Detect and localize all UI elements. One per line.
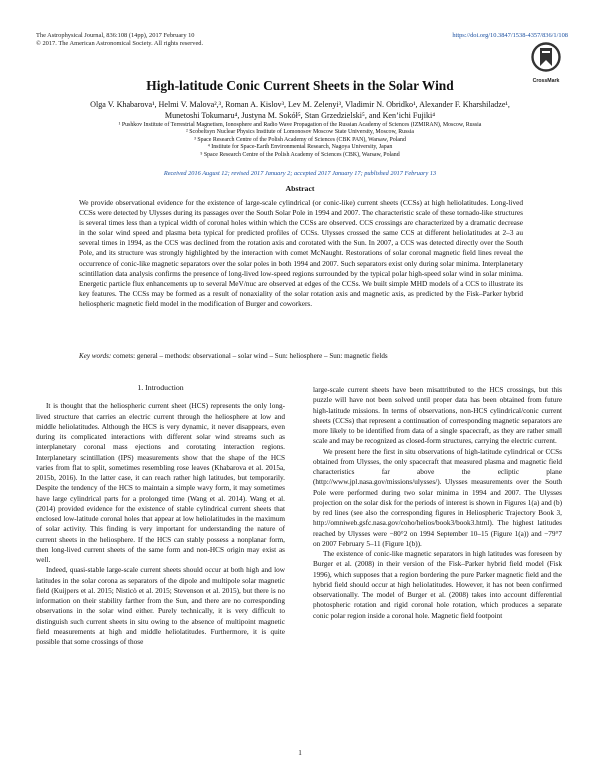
affiliation-3: ³ Space Research Centre of the Polish Academy of Sciences (CBK PAN), Warsaw, Poland — [194, 136, 406, 143]
copyright-line: © 2017. The American Astronomical Society. All rights reserved. — [36, 40, 204, 48]
affiliation-4: ⁴ Institute for Space-Earth Environmental Research, Nagoya University, Japan — [207, 144, 393, 151]
right-paragraph-3: The existence of conic-like magnetic separators in high latitudes was foreseen by Burger et al. (2008) in their version of the Fisk–Parker hybrid field model (Fisk 1996), which supposes that a region bordering the pure Parker magnetic field and the hybrid field should occur at high heliolatitudes. However, it has not been confirmed observationally. The model of Burger et al. (2008) takes into account differential photospheric rotation and rigid coronal hole rotation, which produces a separate conic polar region inside a coronal hole. Magnetic field footpoint — [313, 550, 562, 620]
affiliation-2: ² Scobeltsyn Nuclear Physics Institute of Lomonosov Moscow State University, Moscow, Russia — [186, 129, 414, 136]
crossmark-label: CrossMark — [532, 78, 560, 84]
left-column — [36, 378, 285, 647]
keywords-list: comets: general – methods: observational – solar wind – Sun: heliosphere – Sun: magnetic fields — [113, 352, 388, 360]
abstract-heading: Abstract — [285, 184, 315, 193]
received-dates: Received 2016 August 12; revised 2017 January 2; accepted 2017 January 17; published 2017 February 13 — [163, 170, 437, 177]
keywords — [79, 352, 523, 360]
doi-link[interactable]: https://doi.org/10.3847/1538-4357/836/1/108 — [452, 32, 568, 39]
running-header — [36, 32, 203, 49]
keywords-label: Key words: — [79, 352, 112, 360]
introduction-heading: 1. Introduction — [137, 383, 184, 392]
affiliations — [40, 122, 560, 159]
authors-line-1: Olga V. Khabarova¹, Helmi V. Malova²,³, Roman A. Kislov³, Lev M. Zelenyi³, Vladimir N. Obridko¹, Alexander F. Kharshiladze¹, — [90, 100, 510, 109]
crossmark-icon — [531, 42, 561, 72]
right-paragraph-2: We present here the first in situ observations of high-latitude cylindrical or CCSs obtained from Ulysses, the only spacecraft that measured plasma and magnetic field characteristics far above the ecliptic plane (http://www.jpl.nasa.gov/missions/ulysses/). Ulysses measurements over the South Pole were performed during two solar minima in 1994 and 2007. The Ulysses projection on the solar disk for the periods of interest is shown in Figures 1(a) and (b) by red lines (see also the corresponding figures in Heliospheric Trajectory Book 3, http://omniweb.gsfc.nasa.gov/coho/helios/book3/book3.html). The highest latitudes reached by Ulysses were −80°2 on 1994 September 10–15 (Figure 1(a)) and −79°7 on 2007 February 5–11 (Figure 1(b)). — [313, 447, 562, 548]
authors-line-2: Munetoshi Tokumaru⁴, Justyna M. Sokół⁵, Stan Grzedzielski⁵, and Ken’ichi Fujiki⁴ — [164, 111, 436, 120]
left-paragraph-1: It is thought that the heliospheric current sheet (HCS) represents the only long-lived structure that carries an electric current through the heliosphere at low and middle heliolatitudes. Although the HCS is very dynamic, it never disappears, even during its complicated interactions with different solar wind streams such as interplanetary coronal mass ejections and corotating interaction regions. Interplanetary scintillation (IPS) measurements show that the shape of the HCS varies from flat to split, sometimes resembling rose leaves (Khabarova et al. 2015a, 2015b, 2016). In the latter case, it can reach rather high latitudes, but temporarily. Despite the tendency of the HCS to maintain a simple wavy form, it may sometimes have large cylindrical parts for a prolonged time (Wang et al. 2014). Wang et al. (2014) provided evidence for the existence of stable cylindrical current sheets that enclosed low-latitude coronal holes that appear at low heliolatitudes in the maximum of solar activity. This finding is very important for understanding the nature of current sheets in the heliosphere. If the HCS can stably possess a nonplanar form, then long-lived current sheets of the same form and non-HCS origin may exist as well. — [36, 402, 285, 564]
page-number: 1 — [298, 749, 302, 757]
affiliation-5: ⁵ Space Research Centre of the Polish Academy of Sciences (CBK), Warsaw, Poland — [200, 151, 400, 158]
paper-title: High-latitude Conic Current Sheets in the Solar Wind — [146, 78, 454, 93]
author-list — [40, 99, 560, 121]
right-paragraph-1: large-scale current sheets have been misattributed to the HCS crossings, but this puzzle will have not been solved until proper data has been obtained from future high-latitude missions. In terms of observations, non-HCS cylindrical/conic current sheets (CCSs) that represent a continuation of corresponding magnetic separators are more likely to be identified from data of a single spacecraft, as they are rather small scale and may be recognized as closed-form structures, carrying the electric current. — [313, 386, 562, 446]
left-paragraph-2: Indeed, quasi-stable large-scale current sheets should occur at both high and low latitudes in the solar corona as separators of the dipole and multipole solar magnetic field (Kuijpers et al. 2015; Nisticò et al. 2015; Stevenson et al. 2015), but there is no information on their stability farther from the Sun, and there are no corresponding observations in the solar wind either. Purely technically, it is very difficult to distinguish such current sheets in situ owing to the absence of multipoint magnetic field measurements at high and middle heliolatitudes. Furthermore, it is quite possible that some crossings of those — [36, 566, 285, 646]
right-column — [313, 385, 562, 621]
abstract-text: We provide observational evidence for the existence of large-scale cylindrical (or conic-like) current sheets (CCSs) at high heliolatitudes. Long-lived CCSs were detected by Ulysses during its passages over the South Solar Pole in 1994 and 2007. The characteristic scale of these tornado-like structures is several times less than a typical width of coronal holes within which the CCSs are observed. CCS crossings are characterized by a dramatic decrease in the solar wind speed and plasma beta typical for predicted profiles of CCSs. Ulysses crossed the same CCS at different heliolatitudes at 2–3 au several times in 1994, as the CCS was declined from the rotation axis and corotated with the Sun. In 2007, a CCS was detected directly over the South Pole, and its structure was strongly highlighted by the interaction with comet McNaught. Restorations of solar coronal magnetic field lines reveal the occurrence of conic-like magnetic separators over the solar poles in both 1994 and 2007. Such separators exist only during solar minima. Interplanetary scintillation data analysis confirms the presence of long-lived low-speed regions surrounded by the typical polar high-speed solar wind in solar minima. Energetic particle flux enhancements up to several MeV/nuc are observed at edges of the CCSs. We built simple MHD models of a CCS to illustrate its key features. The CCSs may be formed as a result of nonaxiality of the solar rotation axis and magnetic axis, as predicted by the Fisk–Parker hybrid heliospheric magnetic field model in the modification of Burger and coworkers. — [79, 198, 523, 308]
journal-line: The Astrophysical Journal, 836:108 (14pp), 2017 February 10 — [36, 32, 195, 39]
affiliation-1: ¹ Pushkov Institute of Terrestrial Magnetism, Ionosphere and Radio Wave Propagation of the Russian Academy of Sciences (IZMIRAN), Moscow, Russia — [118, 122, 482, 128]
